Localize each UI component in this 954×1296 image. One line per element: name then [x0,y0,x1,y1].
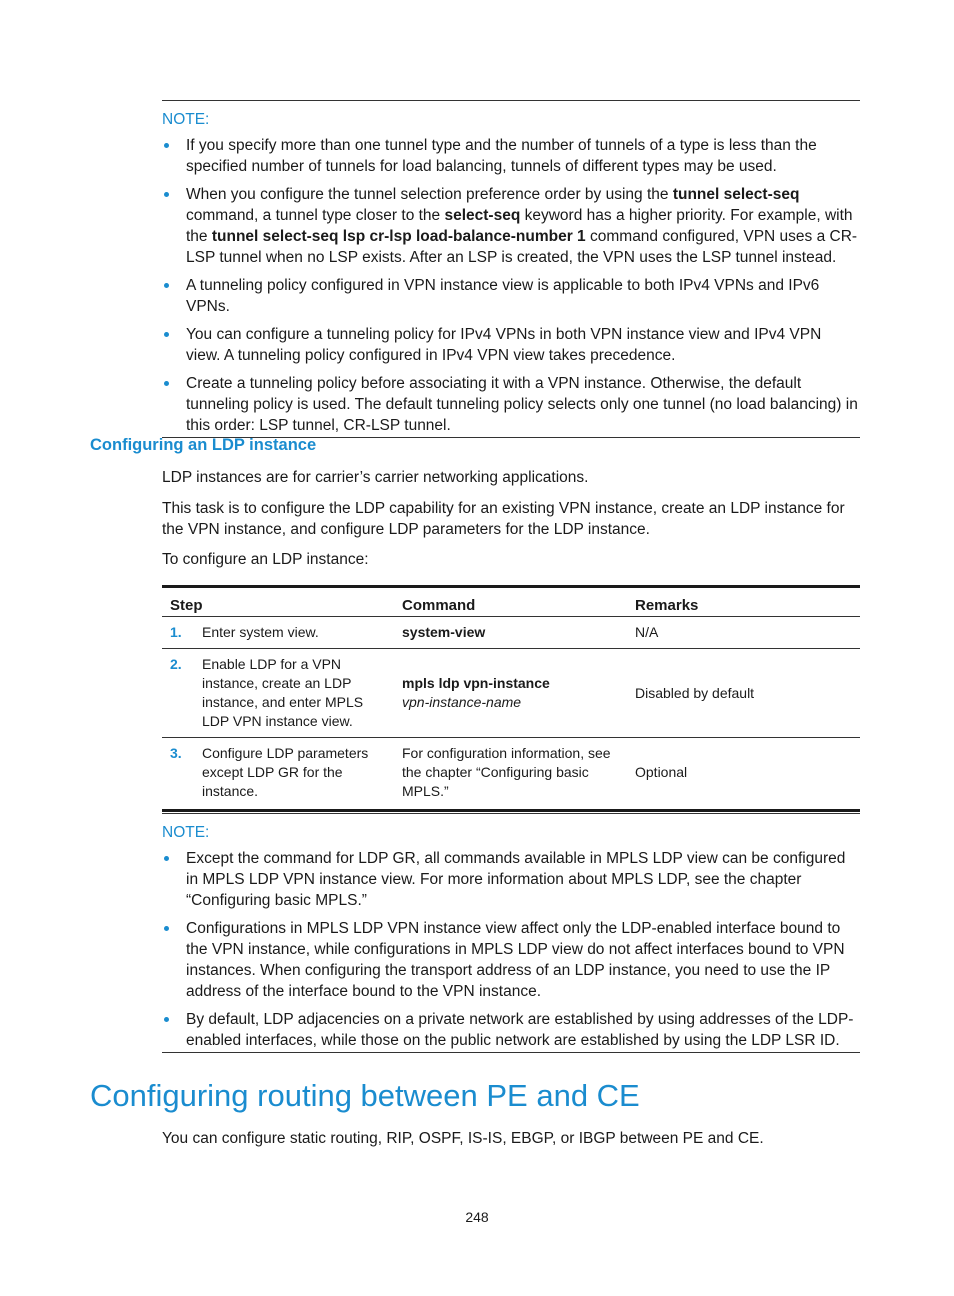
step-number: 2. [170,656,182,672]
step-cell [162,617,394,649]
command-text: system-view [402,624,486,640]
note-title: NOTE: [162,111,210,128]
ldp-instance-steps-table [162,585,860,812]
paragraph: To configure an LDP instance: [162,551,369,568]
table-row [162,738,860,811]
note-item: You can configure a tunneling policy for IPv4 VPNs in both VPN instance view and IPv4 VPN view. A tunneling policy configured in IPv4 VPN view takes precedence. [162,324,860,366]
bullet-icon [164,381,169,386]
remarks-cell: Disabled by default [627,649,860,738]
command-keyword: tunnel select-seq lsp cr-lsp load-balance-number 1 [211,228,586,245]
command-keyword: tunnel select-seq [672,186,800,203]
note-item: By default, LDP adjacencies on a private network are established by using addresses of the LDP-enabled interfaces, while those on the public network are established by using the LDP LSR ID. [162,1009,860,1051]
note-item: Except the command for LDP GR, all commands available in MPLS LDP view can be configured in MPLS LDP VPN instance view. For more information about MPLS LDP, see the chapter “Configuring basic MPLS.” [162,848,860,911]
bullet-icon [164,332,169,337]
bullet-icon [164,1017,169,1022]
paragraph: This task is to configure the LDP capability for an existing VPN instance, create an LDP instance for the VPN instance, and configure LDP parameters for the LDP instance. [162,500,845,538]
command-argument: vpn-instance-name [402,694,522,710]
section-heading: Configuring an LDP instance [90,436,317,454]
table-row [162,617,860,649]
remarks-cell: N/A [627,617,860,649]
table-header-row [162,587,860,617]
command-text: mpls ldp vpn-instance [402,675,550,691]
column-header-command: Command [394,587,627,617]
note-box-ldp [162,813,860,1053]
command-cell [394,649,627,738]
step-cell [162,649,394,738]
chapter-heading: Configuring routing between PE and CE [90,1078,640,1113]
step-cell [162,738,394,811]
note-title: NOTE: [162,824,210,841]
note-item: If you specify more than one tunnel type and the number of tunnels of a type is less than the specified number of tunnels for load balancing, tunnels of different types may be used. [162,135,860,177]
note-list [162,848,860,1051]
command-cell: For configuration information, see the chapter “Configuring basic MPLS.” [394,738,627,811]
note-item: When you configure the tunnel selection preference order by using the tunnel select-seq command, a tunnel type closer to the select-seq keyword has a higher priority. For example, with the tunnel select-seq lsp cr-lsp load-balance-number 1 command configured, VPN uses a CR-LSP tunnel when no LSP exists. After an LSP is created, the VPN uses the LSP tunnel instead. [162,184,860,268]
step-number: 3. [170,745,182,761]
bullet-icon [164,926,169,931]
bullet-icon [164,283,169,288]
note-item: A tunneling policy configured in VPN instance view is applicable to both IPv4 VPNs and IPv6 VPNs. [162,275,860,317]
command-keyword: select-seq [444,207,521,224]
step-text: Enable LDP for a VPN instance, create an LDP instance, and enter MPLS LDP VPN instance view. [202,656,364,729]
column-header-remarks: Remarks [627,587,860,617]
page-number: 248 [465,1209,489,1225]
note-list [162,135,860,436]
step-text: Configure LDP parameters except LDP GR for the instance. [202,745,369,799]
bullet-icon [164,192,169,197]
step-number: 1. [170,624,182,640]
column-header-step: Step [162,587,394,617]
paragraph: You can configure static routing, RIP, OSPF, IS-IS, EBGP, or IBGP between PE and CE. [162,1130,764,1147]
bullet-icon [164,856,169,861]
note-item: Configurations in MPLS LDP VPN instance view affect only the LDP-enabled interface bound to the VPN instance, while configurations in MPLS LDP view do not affect interfaces bound to VPN instances. When configuring the transport address of an LDP instance, you need to use the IP address of the interface bound to the VPN instance. [162,918,860,1002]
note-box-tunneling [162,100,860,438]
bullet-icon [164,143,169,148]
remarks-cell: Optional [627,738,860,811]
step-text: Enter system view. [202,624,319,640]
note-item: Create a tunneling policy before associating it with a VPN instance. Otherwise, the default tunneling policy is used. The default tunneling policy selects only one tunnel (no load balancing) in this order: LSP tunnel, CR-LSP tunnel. [162,373,860,436]
table-row [162,649,860,738]
command-cell [394,617,627,649]
paragraph: LDP instances are for carrier’s carrier networking applications. [162,469,589,486]
